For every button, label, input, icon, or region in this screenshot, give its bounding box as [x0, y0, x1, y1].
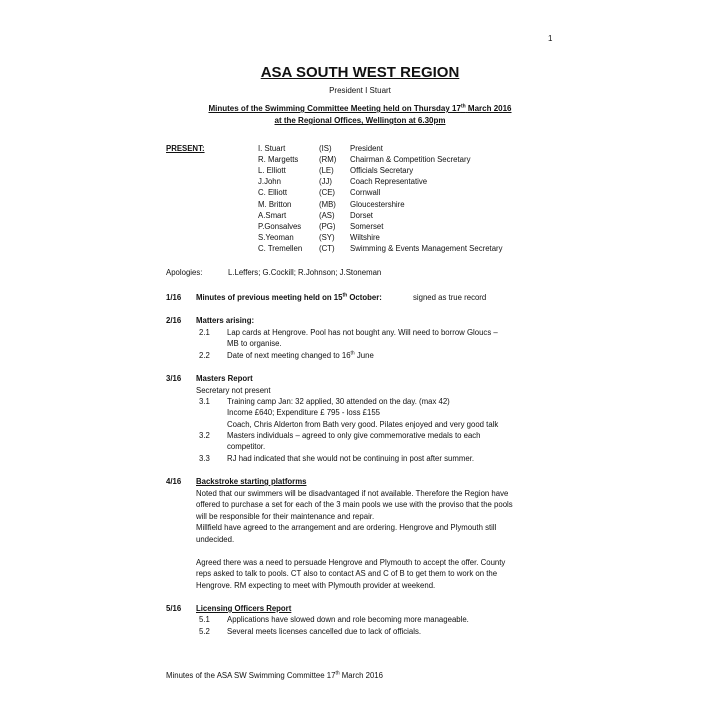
section-2-title: Matters arising: [196, 316, 255, 325]
item-5-1-number: 5.1 [199, 615, 210, 624]
present-name: I. Stuart [258, 144, 286, 153]
item-5-2-text: Several meets licenses cancelled due to lack of officials. [227, 627, 422, 636]
present-initials: (LE) [319, 166, 334, 175]
section-4-para-2-line-3: Hengrove. RM expecting to meet with Plymouth provider at weekend. [196, 581, 436, 590]
item-2-1-line-1: Lap cards at Hengrove. Pool has not bought any. Will need to borrow Gloucs – [227, 328, 498, 337]
present-name: C. Tremellen [258, 244, 303, 253]
minutes-heading-line-1 [0, 103, 720, 114]
section-4-para-2-line-2: reps asked to talk to pools. CT also to contact AS and C of B to get them to work on the [196, 569, 498, 578]
section-4-para-2-line-1: Agreed there was a need to persuade Hengrove and Plymouth to accept the offer. County [196, 558, 506, 567]
present-role: Cornwall [350, 188, 381, 197]
present-role: Chairman & Competition Secretary [350, 155, 471, 164]
item-3-2-line-1: Masters individuals – agreed to only give commemorative medals to each [227, 431, 481, 440]
section-4-para-1-line-5: undecided. [196, 535, 235, 544]
section-3-intro: Secretary not present [196, 386, 271, 395]
minutes-heading-text: Minutes of the Swimming Committee Meeting held on Thursday 17 [208, 104, 461, 113]
item-3-2-number: 3.2 [199, 431, 210, 440]
item-2-1-line-2: MB to organise. [227, 339, 282, 348]
present-initials: (SY) [319, 233, 335, 242]
section-5-number: 5/16 [166, 604, 182, 613]
item-3-1-line-2: Income £640; Expenditure £ 795 - loss £155 [227, 408, 381, 417]
item-3-2-line-2: competitor. [227, 442, 266, 451]
present-name: C. Elliott [258, 188, 288, 197]
section-5-title: Licensing Officers Report [196, 604, 292, 613]
footer-text-a: Minutes of the ASA SW Swimming Committee 17 [166, 671, 336, 680]
item-2-2-sup: th [350, 350, 355, 357]
present-name: P.Gonsalves [258, 222, 302, 231]
section-1-title-sup: th [342, 292, 348, 299]
present-role: Coach Representative [350, 177, 428, 186]
page-footer [166, 670, 383, 681]
present-name: L. Elliott [258, 166, 286, 175]
item-2-2-text [227, 350, 374, 361]
item-3-3-number: 3.3 [199, 454, 210, 463]
present-name: A.Smart [258, 211, 287, 220]
present-initials: (IS) [319, 144, 332, 153]
section-2-number: 2/16 [166, 316, 182, 325]
section-1-number: 1/16 [166, 293, 182, 302]
section-3-title: Masters Report [196, 374, 253, 383]
present-name: S.Yeoman [258, 233, 294, 242]
present-role: Swimming & Events Management Secretary [350, 244, 503, 253]
minutes-heading-end: March 2016 [467, 104, 512, 113]
section-1-title [196, 292, 382, 303]
item-2-2-number: 2.2 [199, 351, 210, 360]
section-4-title: Backstroke starting platforms [196, 477, 307, 486]
footer-text-b: March 2016 [339, 671, 383, 680]
item-2-1-number: 2.1 [199, 328, 210, 337]
present-initials: (CE) [319, 188, 336, 197]
minutes-heading-line-2: at the Regional Offices, Wellington at 6.30pm [274, 116, 446, 125]
apologies-label: Apologies: [166, 268, 203, 277]
present-role: Somerset [350, 222, 384, 231]
present-initials: (AS) [319, 211, 335, 220]
present-initials: (JJ) [319, 177, 332, 186]
item-3-1-number: 3.1 [199, 397, 210, 406]
item-3-3-line-1: RJ had indicated that she would not be continuing in post after summer. [227, 454, 475, 463]
present-role: Gloucestershire [350, 200, 405, 209]
footer-sup: th [335, 670, 340, 677]
section-4-number: 4/16 [166, 477, 182, 486]
present-name: M. Britton [258, 200, 292, 209]
present-role: President [350, 144, 383, 153]
present-name: R. Margetts [258, 155, 299, 164]
item-5-2-number: 5.2 [199, 627, 210, 636]
section-1-title-a: Minutes of previous meeting held on 15 [196, 293, 343, 302]
present-initials: (PG) [319, 222, 336, 231]
section-4-para-1-line-4: Millfield have agreed to the arrangement and are ordering. Hengrove and Plymouth still [196, 523, 497, 532]
president-line: President I Stuart [329, 86, 391, 95]
present-initials: (CT) [319, 244, 335, 253]
present-initials: (MB) [319, 200, 336, 209]
section-3-number: 3/16 [166, 374, 182, 383]
section-4-para-1-line-2: offered to purchase a set for each of the 3 main pools we use with the proviso that the pools [196, 500, 513, 509]
item-3-1-line-3: Coach, Chris Alderton from Bath very good. Pilates enjoyed and very good talk [227, 420, 499, 429]
page-number: 1 [548, 34, 553, 43]
item-5-1-text: Applications have slowed down and role becoming more manageable. [227, 615, 469, 624]
section-1-note: signed as true record [413, 293, 487, 302]
item-2-2-text-b: June [354, 351, 374, 360]
item-3-1-line-1: Training camp Jan: 32 applied, 30 attended on the day. (max 42) [227, 397, 450, 406]
present-name: J.John [258, 177, 281, 186]
item-2-2-text-a: Date of next meeting changed to 16 [227, 351, 351, 360]
present-role: Officials Secretary [350, 166, 414, 175]
present-label: PRESENT: [166, 144, 205, 153]
document-title: ASA SOUTH WEST REGION [260, 64, 460, 81]
present-role: Dorset [350, 211, 373, 220]
present-role: Wiltshire [350, 233, 380, 242]
present-initials: (RM) [319, 155, 337, 164]
apologies-text: L.Leffers; G.Cockill; R.Johnson; J.Stoneman [228, 268, 382, 277]
section-4-para-1-line-1: Noted that our swimmers will be disadvantaged if not available. Therefore the Region have [196, 489, 509, 498]
minutes-heading-sup: th [460, 103, 466, 110]
section-4-para-1-line-3: will be responsible for their maintenance and repair. [196, 512, 375, 521]
section-1-title-b: October: [349, 293, 382, 302]
